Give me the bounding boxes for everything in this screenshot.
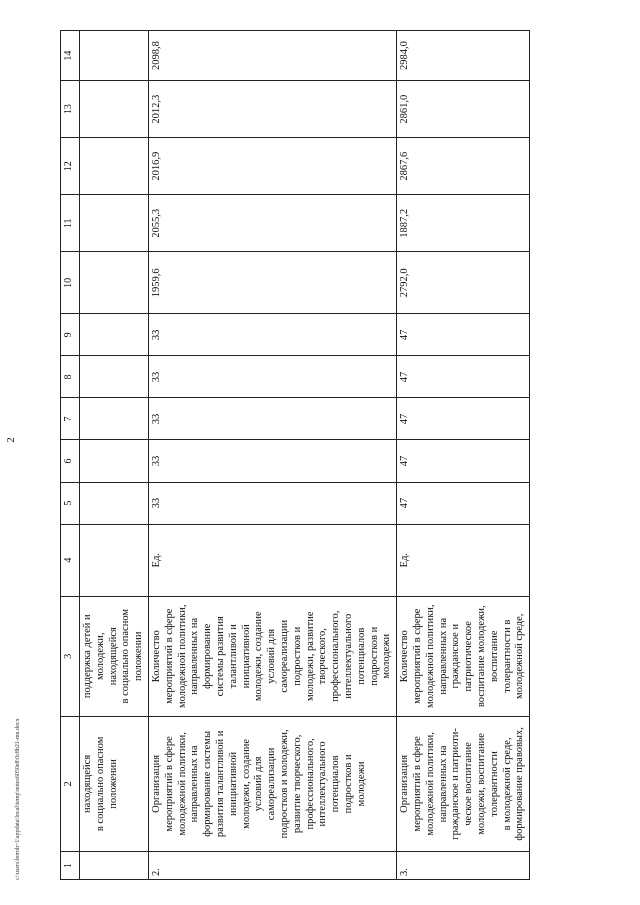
text-line: самореализации	[266, 747, 278, 821]
value-cell	[80, 252, 149, 314]
table-row	[80, 31, 149, 880]
text-line: положении	[133, 631, 145, 682]
text-line: ческое воспитание	[463, 742, 475, 826]
text-line: воспитание молодежи,	[475, 605, 487, 708]
value-cell: 47	[397, 482, 530, 524]
value-cell: 2861,0	[397, 81, 530, 138]
row-number: 2.	[148, 851, 396, 879]
measure-name-cell	[80, 716, 149, 851]
measure-name-cell	[397, 716, 530, 851]
text-line: направленных на	[189, 745, 201, 823]
text-line: Количество	[150, 630, 162, 683]
text-line: творческого,	[317, 628, 329, 685]
value-cell	[80, 31, 149, 81]
text-line: мероприятий в сфере	[411, 608, 423, 704]
col-header: 10	[61, 252, 80, 314]
text-line: инициативной	[240, 624, 252, 689]
text-line: в социально опасном	[120, 608, 132, 704]
value-cell	[80, 138, 149, 195]
text-line: направленных на	[437, 745, 449, 823]
col-header: 4	[61, 524, 80, 596]
text-line: формирование системы	[202, 730, 214, 837]
value-cell	[80, 440, 149, 482]
text-line: подростков и	[291, 626, 303, 686]
table-row	[148, 31, 396, 880]
text-line: молодежи	[355, 761, 367, 807]
text-line: профессионального,	[330, 610, 342, 702]
text-line: подростков и молодежи,	[278, 729, 290, 839]
text-line: гражданское и	[450, 623, 462, 689]
data-table	[60, 30, 530, 880]
value-cell: 47	[397, 398, 530, 440]
value-cell	[80, 195, 149, 252]
value-cell: 33	[148, 356, 396, 398]
value-cell: 33	[148, 314, 396, 356]
col-header: 2	[61, 716, 80, 851]
text-line: формирование правовых,	[514, 727, 526, 841]
text-line: потенциалов	[330, 755, 342, 813]
col-header: 13	[61, 81, 80, 138]
col-header: 3	[61, 596, 80, 716]
rotated-sheet	[5, 30, 630, 880]
text-line: мероприятий в сфере	[411, 736, 423, 832]
value-cell: 2867,6	[397, 138, 530, 195]
value-cell: 1959,6	[148, 252, 396, 314]
text-line: мероприятий в сфере	[163, 736, 175, 832]
text-line: талантливой и	[227, 624, 239, 689]
text-line: находящейся	[107, 627, 119, 686]
text-line: воспитание	[488, 630, 500, 683]
col-header: 9	[61, 314, 80, 356]
table-row	[397, 31, 530, 880]
footer-file-path: c:\users\boroh~1\appdata\local\temp\notes6050e8\0c8b21-mu.docx	[15, 718, 21, 880]
col-header: 11	[61, 195, 80, 252]
text-line: условий для	[253, 756, 265, 812]
value-cell: 2098,8	[148, 31, 396, 81]
text-line: мероприятий в сфере	[163, 608, 175, 704]
value-cell	[80, 81, 149, 138]
col-header: 6	[61, 440, 80, 482]
text-line: профессионального,	[304, 738, 316, 830]
text-line: молодежной политики,	[176, 604, 188, 708]
text-line: направленных на	[437, 617, 449, 695]
text-line: формирование	[202, 623, 214, 689]
col-header: 8	[61, 356, 80, 398]
text-line: развития талантливой и	[214, 730, 226, 838]
indicator-name-cell	[397, 596, 530, 716]
text-line: условий для	[266, 628, 278, 684]
text-line: Количество	[399, 630, 411, 683]
text-line: Организация	[399, 754, 411, 813]
text-line: потенциалов	[355, 627, 367, 685]
value-cell: 33	[148, 440, 396, 482]
text-line: инициативной	[227, 751, 239, 816]
row-number	[80, 851, 149, 879]
text-line: молодежной политики,	[176, 732, 188, 836]
col-header: 14	[61, 31, 80, 81]
text-line: молодежной среде,	[514, 613, 526, 699]
text-line: интеллектуального	[317, 741, 329, 827]
text-line: положении	[107, 759, 119, 809]
text-line: молодежной политики,	[424, 604, 436, 708]
value-cell	[80, 482, 149, 524]
row-number: 3.	[397, 851, 530, 879]
col-header: 12	[61, 138, 80, 195]
text-line: находящейся	[82, 754, 93, 813]
text-line: подростков и	[368, 626, 380, 686]
text-line: в социально опасном	[94, 736, 106, 832]
value-cell: 1887,2	[397, 195, 530, 252]
text-line: молодежи, воспитание	[475, 733, 487, 835]
col-header: 5	[61, 482, 80, 524]
value-cell: 47	[397, 314, 530, 356]
value-cell: 2984,0	[397, 31, 530, 81]
text-line: молодежи,	[94, 632, 106, 680]
text-line: молодежной политики,	[424, 732, 436, 836]
text-line: развитие творческого,	[291, 734, 303, 834]
text-line: патриотическое	[463, 621, 475, 692]
text-line: молодежи, создание	[253, 611, 265, 702]
text-line: интеллектуального	[342, 613, 354, 699]
text-line: самореализации	[278, 619, 290, 693]
text-line: в молодежной среде,	[501, 737, 513, 831]
text-line: поддержка детей и	[82, 614, 93, 699]
value-cell: 33	[148, 398, 396, 440]
unit-cell: Ед.	[397, 524, 530, 596]
value-cell	[80, 356, 149, 398]
indicator-name-cell	[148, 596, 396, 716]
value-cell: 2792,0	[397, 252, 530, 314]
value-cell: 2012,3	[148, 81, 396, 138]
col-header: 7	[61, 398, 80, 440]
value-cell: 47	[397, 440, 530, 482]
value-cell: 33	[148, 482, 396, 524]
text-line: молодежи, создание	[240, 738, 252, 829]
value-cell	[80, 398, 149, 440]
value-cell: 2016,9	[148, 138, 396, 195]
value-cell	[80, 314, 149, 356]
value-cell: 47	[397, 356, 530, 398]
value-cell: 2055,3	[148, 195, 396, 252]
unit-cell: Ед.	[148, 524, 396, 596]
text-line: толерантности	[488, 751, 500, 817]
text-line: подростков и	[342, 754, 354, 814]
indicator-name-cell	[80, 596, 149, 716]
header-row	[61, 31, 80, 880]
col-header: 1	[61, 851, 80, 879]
text-line: системы развития	[214, 616, 226, 697]
unit-cell	[80, 524, 149, 596]
measure-name-cell	[148, 716, 396, 851]
page-number: 2	[5, 437, 17, 443]
text-line: молодежи	[381, 633, 393, 679]
text-line: направленных на	[189, 617, 201, 695]
text-line: гражданское и патриоти-	[450, 728, 462, 840]
text-line: молодежи, развитие	[304, 611, 316, 702]
text-line: толерантности в	[501, 619, 513, 693]
text-line: Организация	[150, 754, 162, 813]
